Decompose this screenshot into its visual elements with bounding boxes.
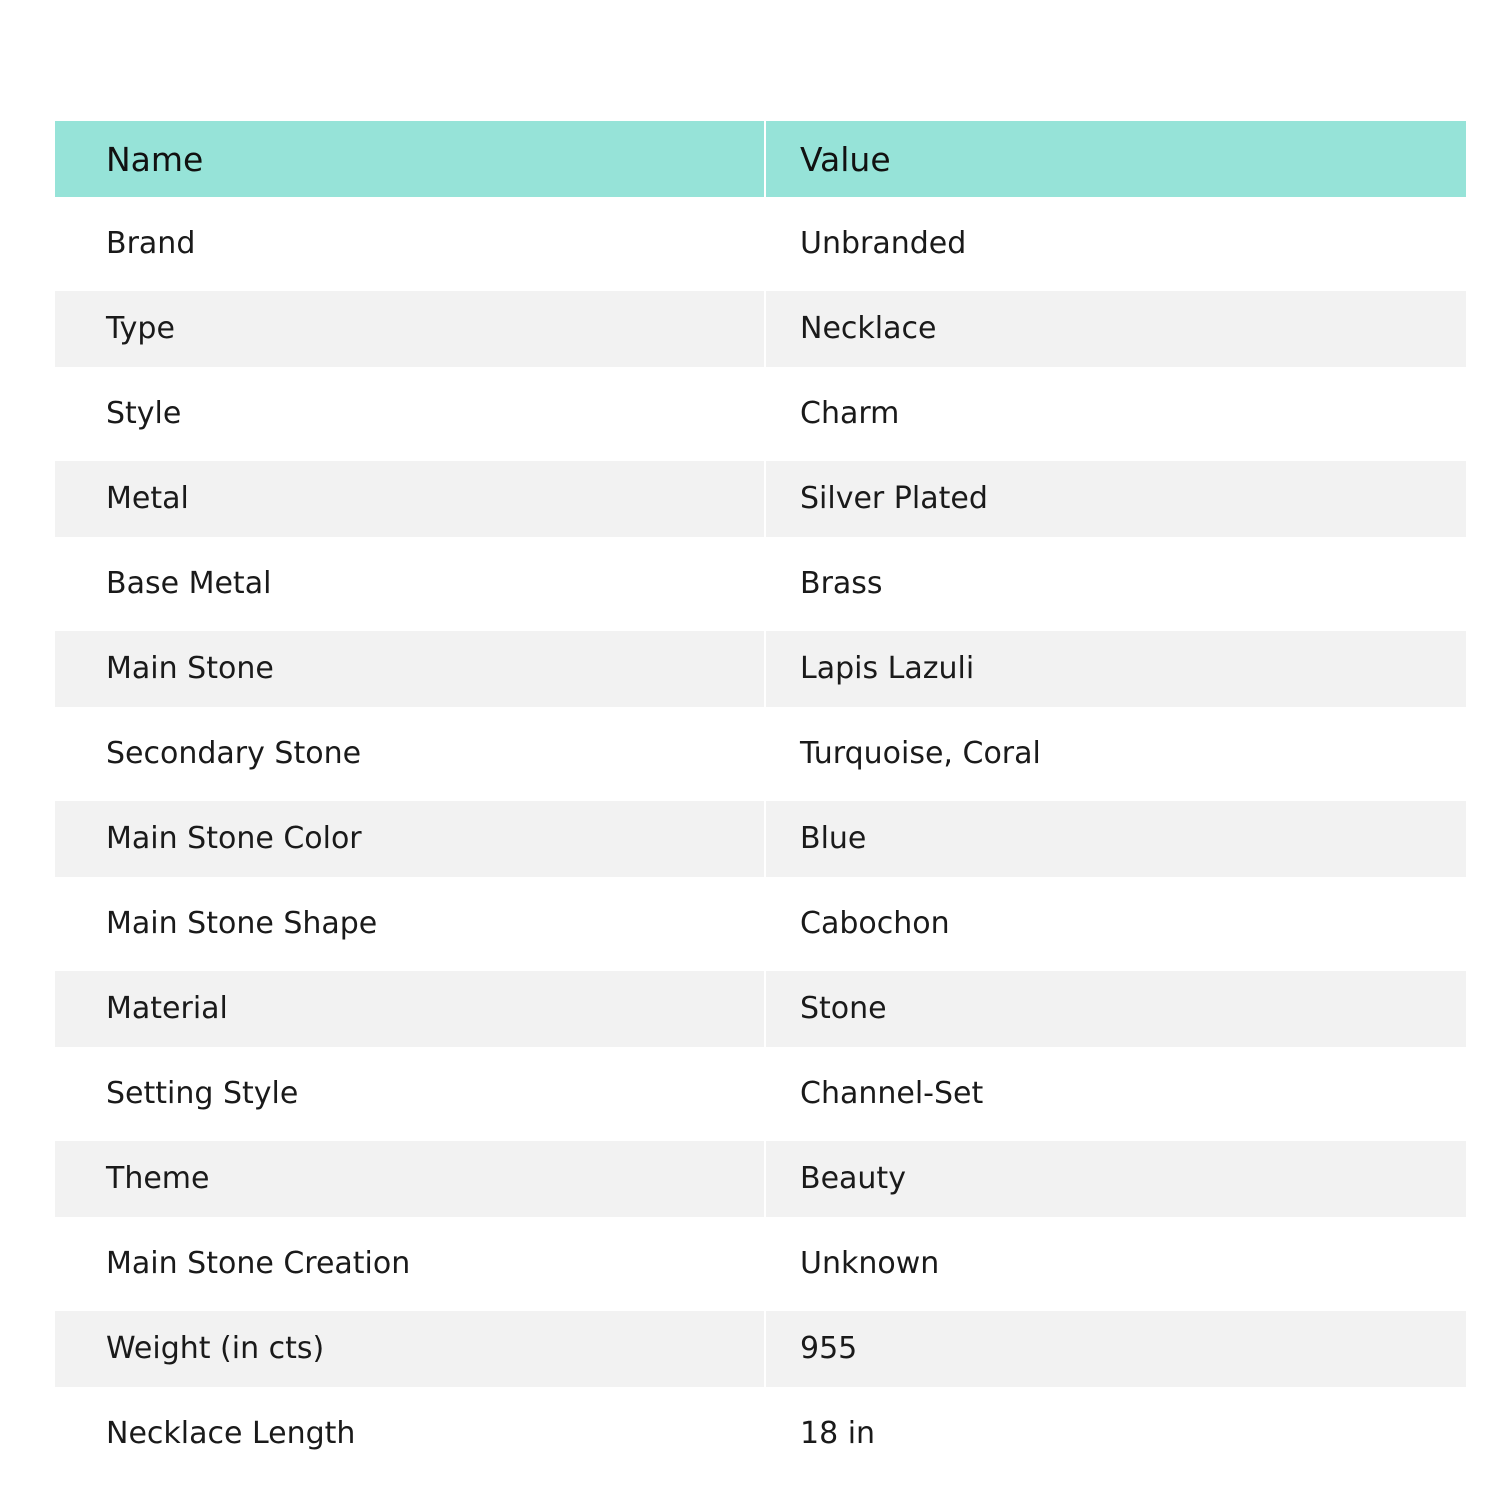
header-value-cell: Value	[800, 139, 891, 179]
row-value-cell: Unbranded	[800, 226, 967, 261]
table-row	[55, 367, 1466, 461]
table-row	[55, 291, 1466, 367]
table-row	[55, 1217, 1466, 1311]
row-value-cell: Stone	[800, 991, 887, 1026]
spec-table	[55, 121, 1466, 1481]
table-row	[55, 971, 1466, 1047]
row-name-cell: Base Metal	[55, 537, 766, 631]
row-name-cell: Secondary Stone	[55, 707, 766, 801]
row-value-cell: Lapis Lazuli	[800, 651, 975, 686]
row-name-cell: Metal	[55, 461, 766, 537]
row-name-cell: Style	[55, 367, 766, 461]
table-row	[55, 197, 1466, 291]
row-value-cell: Cabochon	[800, 906, 950, 941]
row-value-cell: 955	[800, 1331, 858, 1366]
row-name-cell: Necklace Length	[55, 1387, 766, 1481]
row-value-cell: Unknown	[800, 1246, 940, 1281]
table-row	[55, 537, 1466, 631]
row-value-cell: Turquoise, Coral	[800, 736, 1041, 771]
row-value-cell: Beauty	[800, 1161, 906, 1196]
table-row	[55, 707, 1466, 801]
table-row	[55, 631, 1466, 707]
row-name-cell: Material	[55, 971, 766, 1047]
table-row	[55, 1387, 1466, 1481]
row-value-cell: Blue	[800, 821, 867, 856]
row-value-cell: Brass	[800, 566, 883, 601]
row-name-cell: Brand	[55, 197, 766, 291]
row-name-cell: Type	[55, 291, 766, 367]
row-name-cell: Main Stone Color	[55, 801, 766, 877]
header-name-cell: Name	[55, 121, 766, 197]
row-value-cell: Charm	[800, 396, 900, 431]
table-row	[55, 1141, 1466, 1217]
table-row	[55, 461, 1466, 537]
table-row	[55, 801, 1466, 877]
table-row	[55, 877, 1466, 971]
row-name-cell: Weight (in cts)	[55, 1311, 766, 1387]
table-row	[55, 1311, 1466, 1387]
table-row	[55, 1047, 1466, 1141]
row-value-cell: Silver Plated	[800, 481, 988, 516]
row-value-cell: Necklace	[800, 311, 937, 346]
row-name-cell: Main Stone	[55, 631, 766, 707]
table-header-row	[55, 121, 1466, 197]
row-value-cell: Channel-Set	[800, 1076, 984, 1111]
row-value-cell: 18 in	[800, 1416, 876, 1451]
row-name-cell: Theme	[55, 1141, 766, 1217]
row-name-cell: Main Stone Shape	[55, 877, 766, 971]
row-name-cell: Setting Style	[55, 1047, 766, 1141]
row-name-cell: Main Stone Creation	[55, 1217, 766, 1311]
